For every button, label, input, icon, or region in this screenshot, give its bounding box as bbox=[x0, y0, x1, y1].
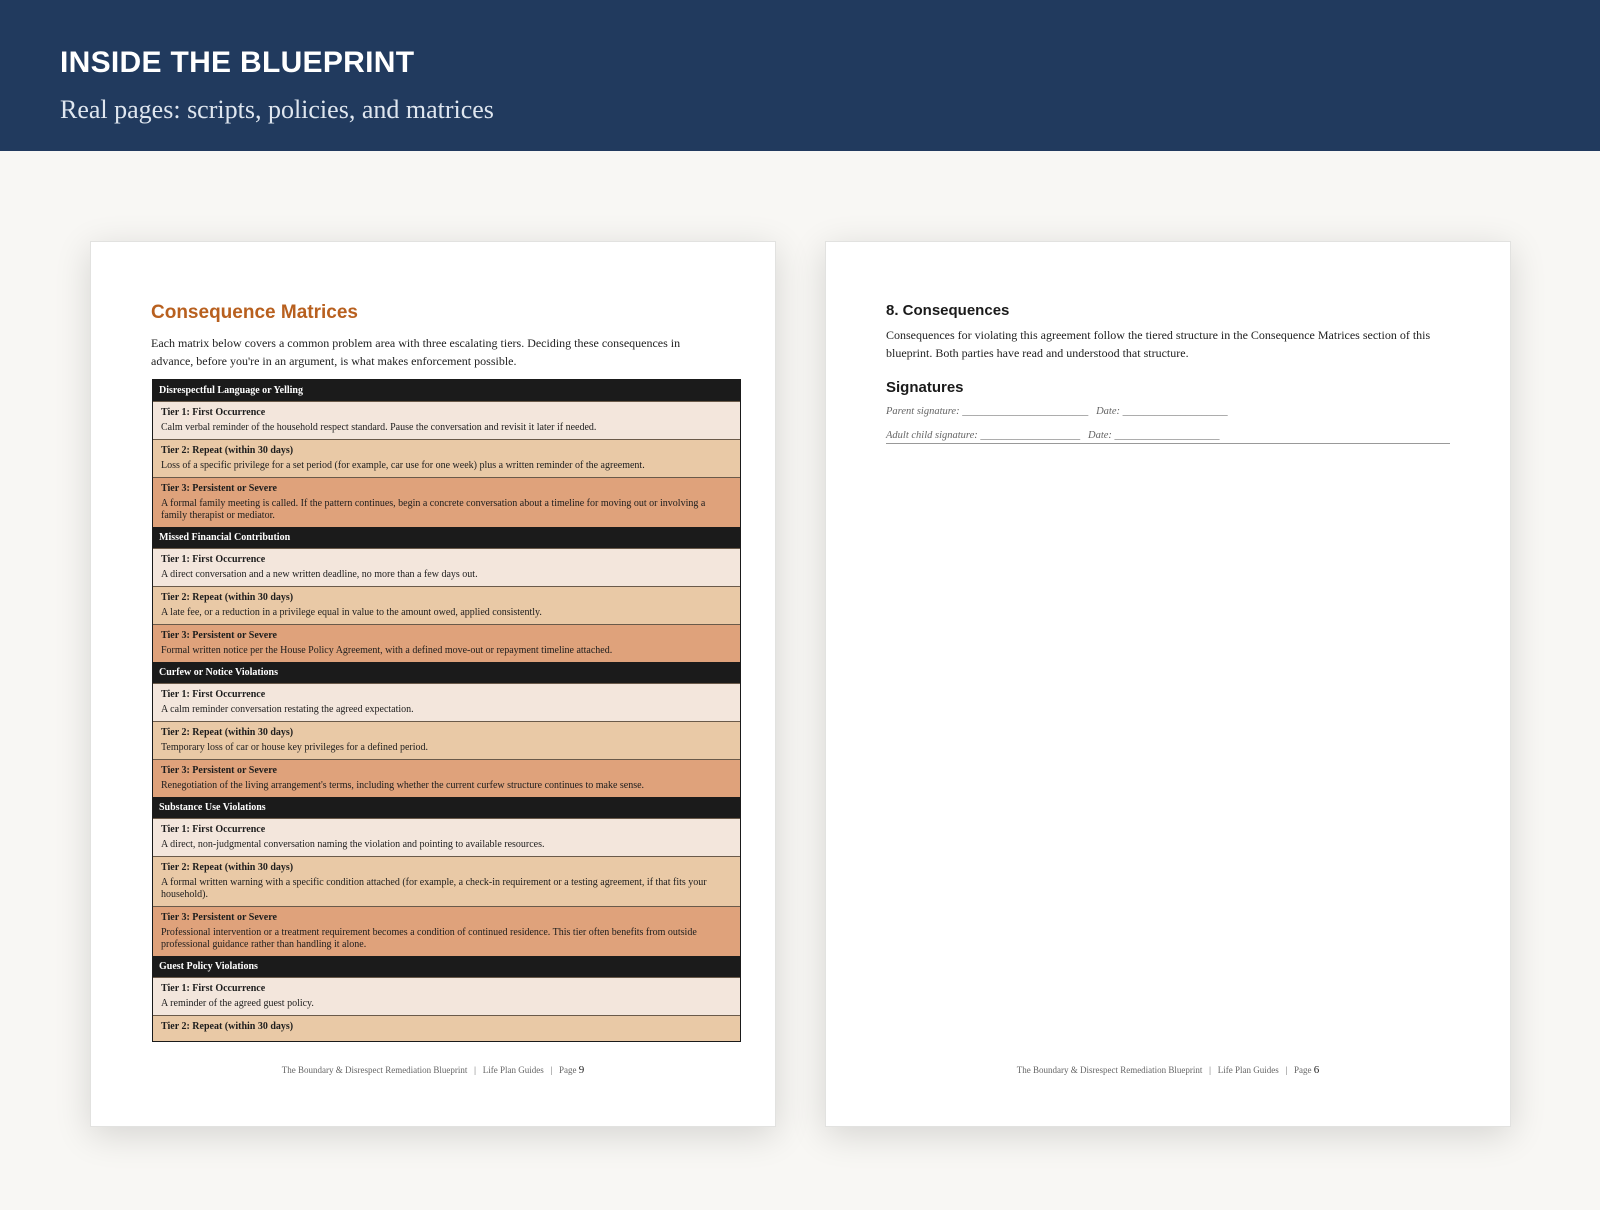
tier-label: Tier 1: First Occurrence bbox=[161, 824, 266, 835]
tier-label: Tier 2: Repeat (within 30 days) bbox=[161, 592, 294, 603]
tier-description: A calm reminder conversation restating the agreed expectation. bbox=[161, 704, 414, 715]
header-banner bbox=[0, 0, 1600, 151]
matrix-tier-row bbox=[153, 624, 740, 662]
tier-label: Tier 3: Persistent or Severe bbox=[161, 765, 277, 776]
matrix-tier-row bbox=[153, 759, 740, 797]
tier-label: Tier 3: Persistent or Severe bbox=[161, 912, 277, 923]
document-page-left bbox=[90, 241, 776, 1127]
matrix-tier-row bbox=[153, 1015, 740, 1041]
page-footer bbox=[91, 1064, 775, 1076]
banner-title: INSIDE THE BLUEPRINT bbox=[60, 46, 415, 79]
tier-label: Tier 3: Persistent or Severe bbox=[161, 630, 277, 641]
footer-text: The Boundary & Disrespect Remediation Blueprint | Life Plan Guides | Page bbox=[281, 1065, 577, 1075]
tier-description: Calm verbal reminder of the household respect standard. Pause the conversation and revisit it later if needed. bbox=[161, 422, 597, 433]
tier-label: Tier 1: First Occurrence bbox=[161, 689, 266, 700]
document-page-right bbox=[825, 241, 1511, 1127]
tier-description: A direct, non-judgmental conversation naming the violation and pointing to available resources. bbox=[161, 839, 545, 850]
matrix-section-heading: Curfew or Notice Violations bbox=[153, 662, 740, 683]
banner-subtitle: Real pages: scripts, policies, and matrices bbox=[60, 95, 494, 124]
tier-description: A formal written warning with a specific condition attached (for example, a check-in requirement or a testing agreement, if that fits your household). bbox=[161, 877, 707, 900]
tier-description: A late fee, or a reduction in a privilege equal in value to the amount owed, applied consistently. bbox=[161, 607, 542, 618]
page-number: 6 bbox=[1313, 1064, 1320, 1076]
tier-description: Formal written notice per the House Policy Agreement, with a defined move-out or repayment timeline attached. bbox=[161, 645, 613, 656]
matrix-section-heading: Missed Financial Contribution bbox=[153, 527, 740, 548]
matrix-tier-row bbox=[153, 477, 740, 527]
matrix-tier-row bbox=[153, 683, 740, 721]
tier-description: A direct conversation and a new written deadline, no more than a few days out. bbox=[161, 569, 478, 580]
matrix-tier-row bbox=[153, 856, 740, 906]
tier-label: Tier 1: First Occurrence bbox=[161, 983, 266, 994]
matrix-section-heading: Substance Use Violations bbox=[153, 797, 740, 818]
tier-description: Renegotiation of the living arrangement's terms, including whether the current curfew structure continues to make sense. bbox=[161, 780, 645, 791]
matrix-tier-row bbox=[153, 548, 740, 586]
matrix-tier-row bbox=[153, 439, 740, 477]
adult-child-signature-line: Adult child signature: ___________________ Date: ____________________ bbox=[886, 430, 1450, 444]
tier-label: Tier 3: Persistent or Severe bbox=[161, 483, 277, 494]
signatures-heading: Signatures bbox=[886, 379, 964, 396]
tier-description: Loss of a specific privilege for a set period (for example, car use for one week) plus a written reminder of the agreement. bbox=[161, 460, 645, 471]
matrix-tier-row bbox=[153, 721, 740, 759]
consequences-text: Consequences for violating this agreement follow the tiered structure in the Consequence Matrices section of this blueprint. Both parties have read and understood that structure. bbox=[886, 328, 1431, 360]
page-footer bbox=[826, 1064, 1510, 1076]
matrix-tier-row bbox=[153, 906, 740, 956]
tier-label: Tier 1: First Occurrence bbox=[161, 554, 266, 565]
matrix-tier-row bbox=[153, 586, 740, 624]
tier-description: Professional intervention or a treatment requirement becomes a condition of continued residence. This tier often benefits from outside professional guidance rather than handling it alone. bbox=[161, 927, 697, 950]
tier-label: Tier 2: Repeat (within 30 days) bbox=[161, 1021, 294, 1032]
parent-signature-line: Parent signature: ________________________ Date: ____________________ bbox=[886, 406, 1228, 417]
intro-paragraph: Each matrix below covers a common problem area with three escalating tiers. Deciding these consequences in advance, before you're in an argument, is what makes enforcement possible. bbox=[151, 336, 681, 368]
footer-text: The Boundary & Disrespect Remediation Blueprint | Life Plan Guides | Page bbox=[1016, 1065, 1312, 1075]
matrix-tier-row bbox=[153, 401, 740, 439]
tier-label: Tier 2: Repeat (within 30 days) bbox=[161, 862, 294, 873]
matrix-section-heading: Guest Policy Violations bbox=[153, 956, 740, 977]
matrix-tier-row bbox=[153, 818, 740, 856]
tier-label: Tier 2: Repeat (within 30 days) bbox=[161, 445, 294, 456]
page-number: 9 bbox=[578, 1064, 585, 1076]
consequences-heading: 8. Consequences bbox=[886, 302, 1010, 319]
matrix-section-heading: Disrespectful Language or Yelling bbox=[153, 380, 740, 401]
tier-description: A formal family meeting is called. If the pattern continues, begin a concrete conversation about a timeline for moving out or involving a family therapist or mediator. bbox=[161, 498, 706, 521]
tier-label: Tier 2: Repeat (within 30 days) bbox=[161, 727, 294, 738]
page-title: Consequence Matrices bbox=[151, 302, 358, 323]
tier-description: A reminder of the agreed guest policy. bbox=[161, 998, 314, 1009]
consequence-matrix-table bbox=[152, 379, 741, 1042]
tier-label: Tier 1: First Occurrence bbox=[161, 407, 266, 418]
matrix-tier-row bbox=[153, 977, 740, 1015]
tier-description: Temporary loss of car or house key privileges for a defined period. bbox=[161, 742, 428, 753]
